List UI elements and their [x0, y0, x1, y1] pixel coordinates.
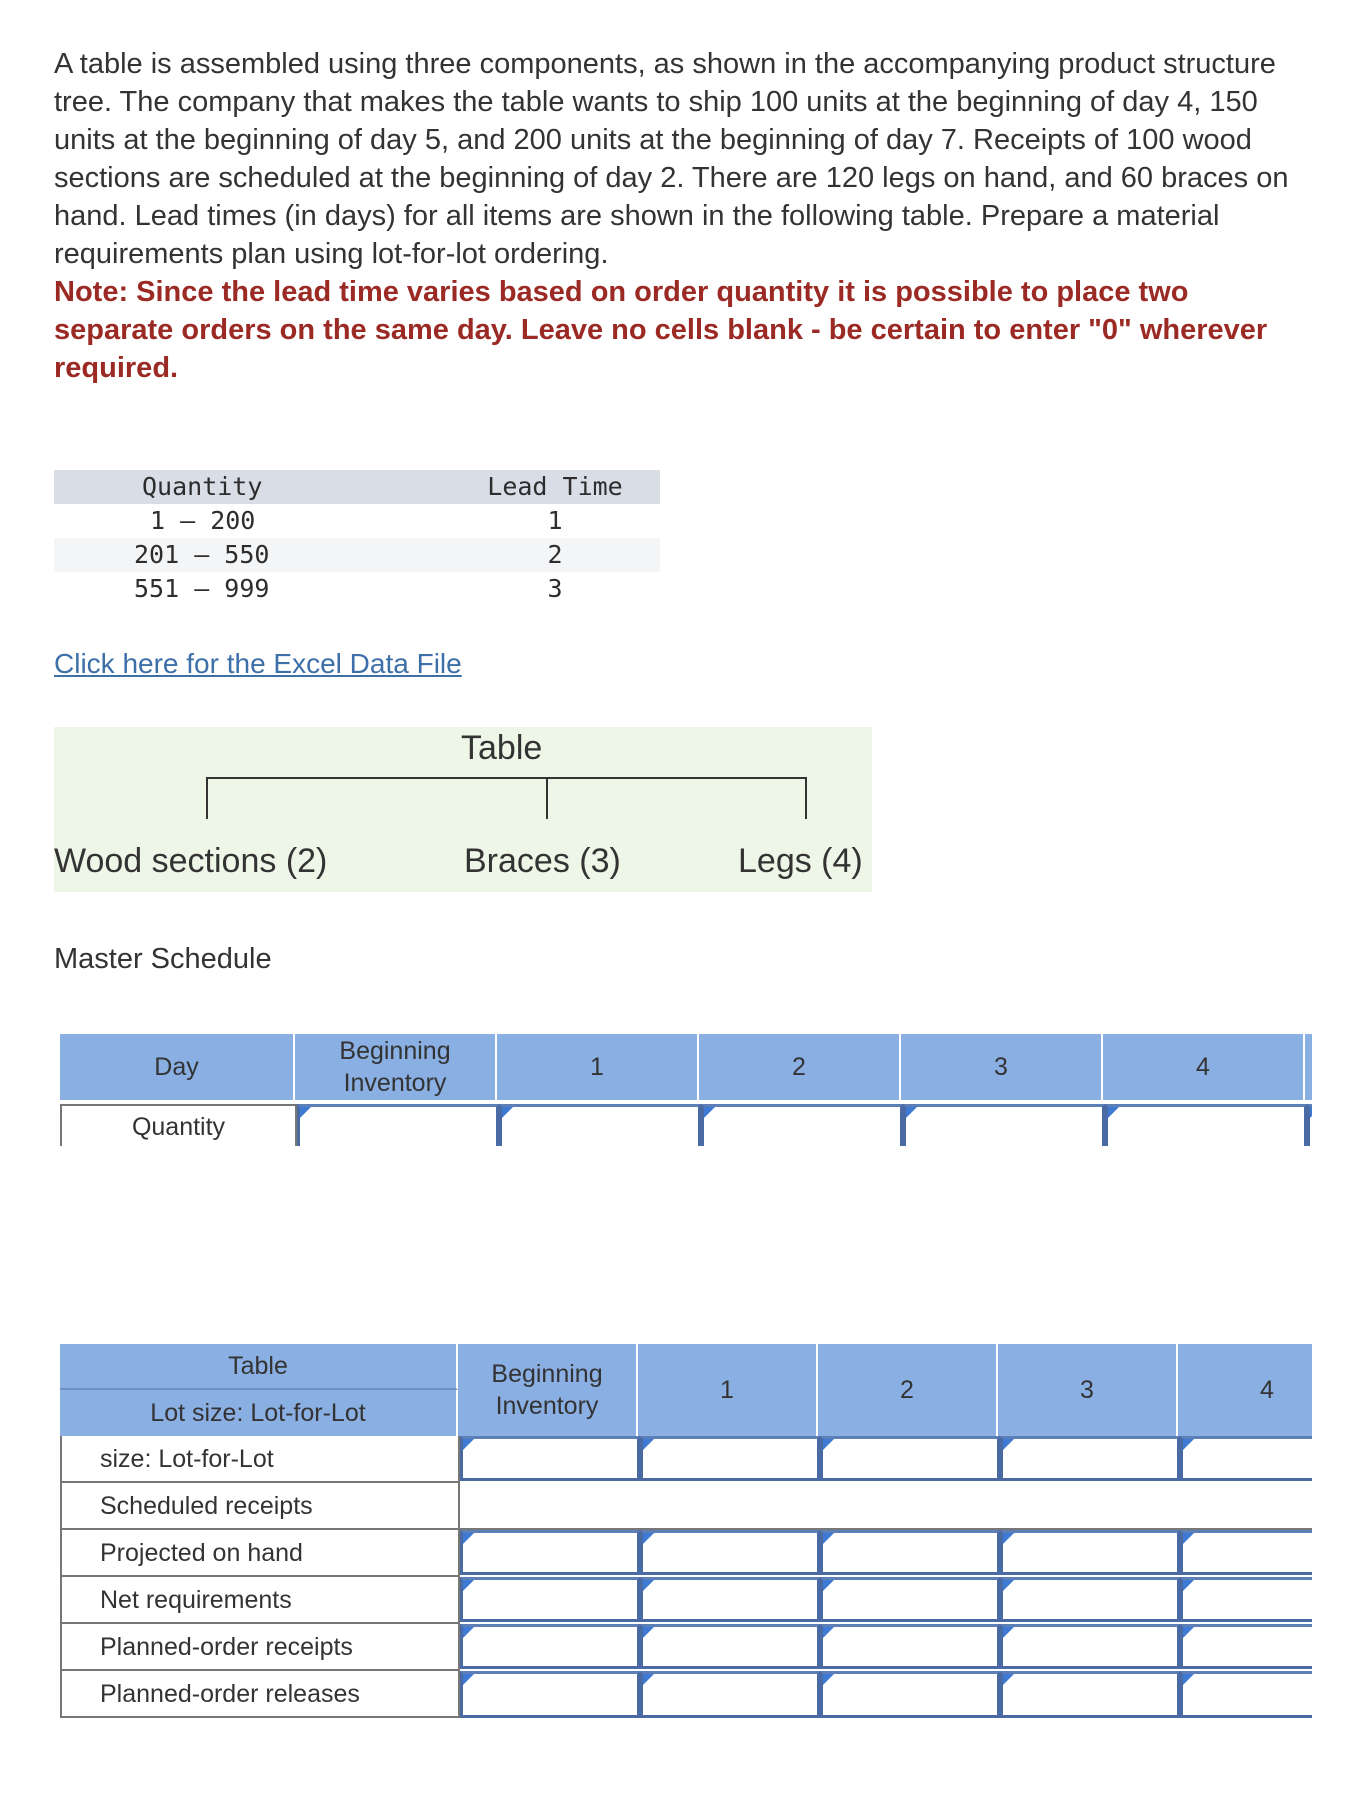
mrp-net-day-1-input[interactable]	[640, 1577, 820, 1622]
mrp-porl-day-1-input[interactable]	[640, 1671, 820, 1718]
mrp-gross-day-3-input[interactable]	[1000, 1436, 1180, 1481]
problem-note: Note: Since the lead time varies based on order quantity it is possible to place two separate orders on the same day. Leave no cells blank - be certain to enter "0" wherever required.	[54, 276, 1268, 384]
ms-quantity-beginning-inventory-input[interactable]	[297, 1104, 499, 1146]
lead-time-row	[54, 504, 660, 538]
mrp-day-1-header: 1	[638, 1344, 818, 1436]
master-schedule-grid	[60, 1034, 1312, 1146]
lead-time-row	[54, 538, 660, 572]
ms-quantity-label: Quantity	[60, 1104, 297, 1146]
header-lead-time: Lead Time	[450, 470, 660, 504]
mrp-row-net-requirements-label: Net requirements	[60, 1577, 460, 1624]
excel-data-file-link[interactable]: Click here for the Excel Data File	[54, 648, 462, 679]
problem-statement	[54, 45, 1304, 387]
mrp-projected-day-2-input[interactable]	[820, 1530, 1000, 1575]
mrp-gross-day-4-input[interactable]	[1180, 1436, 1312, 1481]
mrp-porl-day-4-input[interactable]	[1180, 1671, 1312, 1718]
mrp-net-day-3-input[interactable]	[1000, 1577, 1180, 1622]
tree-child-legs: Legs (4)	[738, 842, 863, 880]
tree-root-table: Table	[461, 729, 543, 767]
mrp-row-planned-order-receipts-label: Planned-order receipts	[60, 1624, 460, 1671]
ms-quantity-day-1-input[interactable]	[499, 1104, 701, 1146]
tree-connector-right	[805, 777, 807, 819]
quantity-range: 551 – 999	[134, 574, 270, 603]
mrp-row-planned-order-releases-label: Planned-order releases	[60, 1671, 460, 1718]
lead-time-value: 3	[547, 574, 563, 603]
quantity-range: 201 – 550	[54, 538, 450, 572]
mrp-beginning-inventory-header: Beginning Inventory	[458, 1344, 638, 1436]
mrp-gross-day-1-input[interactable]	[640, 1436, 820, 1481]
mrp-por-beginning-input[interactable]	[460, 1624, 640, 1669]
mrp-net-day-2-input[interactable]	[820, 1577, 1000, 1622]
problem-text: A table is assembled using three components, as shown in the accompanying product structure tree. The company that makes the table wants to ship 100 units at the beginning of day 4, 150 units at the beginning of day 5, and 200 units at the beginning of day 7. Receipts of 100 wood sections are scheduled at the beginning of day 2. There are 120 legs on hand, and 60 braces on hand. Lead times (in days) for all items are shown in the following table. Prepare a material requirements plan using lot-for-lot ordering.	[54, 48, 1289, 270]
mrp-day-4-header: 4	[1178, 1344, 1312, 1436]
lead-time-header-row	[54, 470, 660, 504]
mrp-day-2-header: 2	[818, 1344, 998, 1436]
mrp-porl-day-2-input[interactable]	[820, 1671, 1000, 1718]
ms-day-3-header: 3	[901, 1034, 1103, 1100]
ms-quantity-day-4-input[interactable]	[1105, 1104, 1307, 1146]
mrp-item-header: Table	[60, 1344, 458, 1390]
ms-day-2-header: 2	[699, 1034, 901, 1100]
ms-day-1-header: 1	[497, 1034, 699, 1100]
mrp-por-day-4-input[interactable]	[1180, 1624, 1312, 1669]
mrp-gross-day-2-input[interactable]	[820, 1436, 1000, 1481]
ms-quantity-day-5-input[interactable]	[1307, 1104, 1312, 1146]
ms-quantity-day-2-input[interactable]	[701, 1104, 903, 1146]
tree-connector-horizontal	[206, 777, 806, 779]
mrp-gross-beginning-input[interactable]	[460, 1436, 640, 1481]
tree-child-braces: Braces (3)	[464, 842, 621, 880]
mrp-porl-day-3-input[interactable]	[1000, 1671, 1180, 1718]
mrp-por-day-2-input[interactable]	[820, 1624, 1000, 1669]
lead-time-value: 2	[450, 538, 660, 572]
quantity-range: 1 – 200	[150, 506, 256, 535]
mrp-por-day-1-input[interactable]	[640, 1624, 820, 1669]
ms-next-day-header	[1305, 1034, 1312, 1100]
mrp-por-day-3-input[interactable]	[1000, 1624, 1180, 1669]
mrp-projected-day-3-input[interactable]	[1000, 1530, 1180, 1575]
mrp-net-beginning-input[interactable]	[460, 1577, 640, 1622]
mrp-row-gross-requirements-label: size: Lot-for-Lot	[60, 1436, 460, 1483]
mrp-net-day-4-input[interactable]	[1180, 1577, 1312, 1622]
mrp-projected-beginning-input[interactable]	[460, 1530, 640, 1575]
tree-connector-left	[206, 777, 208, 819]
ms-quantity-day-3-input[interactable]	[903, 1104, 1105, 1146]
lead-time-table	[54, 470, 660, 606]
tree-child-wood-sections: Wood sections (2)	[54, 842, 328, 880]
ms-day-header: Day	[60, 1034, 295, 1100]
lead-time-value: 1	[547, 506, 563, 535]
mrp-lot-size-header: Lot size: Lot-for-Lot	[60, 1390, 458, 1436]
header-quantity: Quantity	[54, 470, 450, 504]
lead-time-row	[54, 572, 660, 606]
mrp-scheduled-receipts-blank	[460, 1483, 1312, 1530]
mrp-day-3-header: 3	[998, 1344, 1178, 1436]
product-structure-tree	[54, 727, 872, 892]
mrp-grid	[60, 1344, 1312, 1720]
mrp-row-scheduled-receipts-label: Scheduled receipts	[60, 1483, 460, 1530]
mrp-row-projected-on-hand-label: Projected on hand	[60, 1530, 460, 1577]
tree-connector-middle	[546, 777, 548, 819]
ms-day-4-header: 4	[1103, 1034, 1305, 1100]
mrp-projected-day-1-input[interactable]	[640, 1530, 820, 1575]
mrp-porl-beginning-input[interactable]	[460, 1671, 640, 1718]
master-schedule-title: Master Schedule	[54, 943, 272, 975]
ms-beginning-inventory-header: Beginning Inventory	[295, 1034, 497, 1100]
mrp-projected-day-4-input[interactable]	[1180, 1530, 1312, 1575]
